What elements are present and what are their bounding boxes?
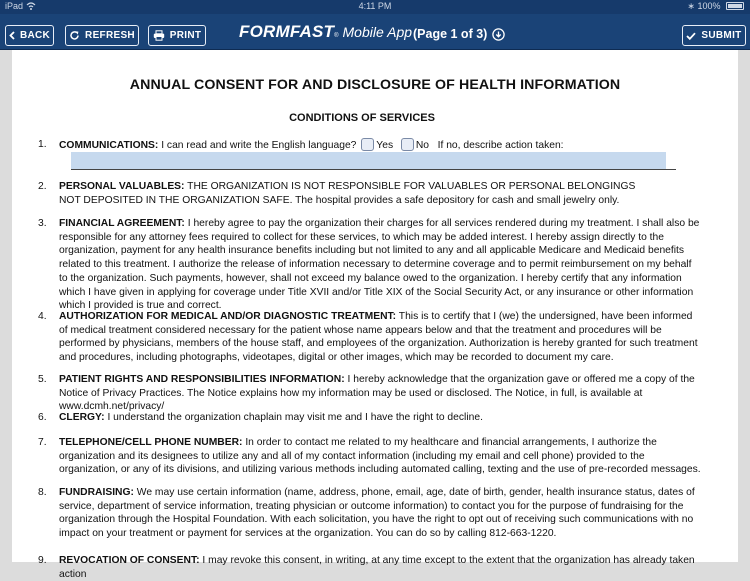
item-text: We may use certain information (name, address, phone, email, age, date of birth, gender, health insurance status, dates of service, department of service information, treating physician or outcome information) to contact you for the purpose of fundraising for the organization through the Hospital Foundation. With each solicitation, you have the right to opt out of receiving such communications with no impact on your treatment or payment for services at the organization. You can do so by calling 812-663-1220.: [59, 487, 695, 540]
item-heading: COMMUNICATIONS:: [59, 140, 159, 151]
item-body: [59, 373, 701, 414]
item-text: In order to contact me related to my healthcare and financial arrangements, I authorize the organization and its designees to utilize any and all of my contact information (including my email and cell phone) provided to the organization, or any of its divisions, and utilizing various methods including automated calling, texting and the use of pre-recorded messages.: [59, 437, 701, 476]
document-page: [12, 50, 738, 580]
item-body: [59, 436, 701, 477]
item-body: [59, 138, 701, 153]
no-checkbox[interactable]: [401, 138, 414, 151]
carrier-label: iPad: [5, 1, 36, 11]
status-bar: [0, 0, 750, 14]
item-number: 4.: [38, 311, 47, 322]
item-text: I hereby agree to pay the organization their charges for all services rendered during my treatment. I shall also be responsible for any attorney fees required to collect for these services, to which may be added interest. I hereby assign directly to the organization, payment for any health insurance benefits including but not limited to any and all applicable Medicare and Medicaid benefits related to this treatment. I authorize the release of information necessary to determine coverage and to permit reimbursement on my behalf to the organization. Such payments, however, shall not exceed my balance owed to the organization. I hereby certify that any information which I have given in applying for coverage under Title XVII and/or Title XIX of the Social Security Act, or any insurance or other information which I provided is true and correct.: [59, 218, 700, 312]
item-heading: FUNDRAISING:: [59, 487, 134, 498]
item-body: [59, 310, 701, 365]
item-body: [59, 411, 701, 425]
battery-icon: [726, 2, 744, 10]
item-heading: CLERGY:: [59, 412, 105, 423]
app-title: [239, 22, 412, 42]
describe-label: If no, describe action taken:: [437, 140, 564, 151]
yes-label: Yes: [376, 140, 394, 151]
item-number: 1.: [38, 139, 47, 150]
chevron-down-circle-icon[interactable]: [492, 28, 505, 41]
submit-button[interactable]: [682, 25, 746, 46]
item-number: 9.: [38, 555, 47, 566]
checkmark-icon: [686, 32, 696, 40]
item-number: 3.: [38, 218, 47, 229]
item-heading: AUTHORIZATION FOR MEDICAL AND/OR DIAGNOSTIC TREATMENT:: [59, 311, 397, 322]
item-number: 6.: [38, 412, 47, 423]
item-body: [59, 217, 701, 313]
app-name: Mobile App: [342, 24, 413, 40]
item-heading: REVOCATION OF CONSENT:: [59, 555, 200, 566]
clock: 4:11 PM: [358, 1, 392, 11]
back-button[interactable]: [5, 25, 54, 46]
refresh-icon: [69, 30, 80, 41]
item-text: I can read and write the English language?: [158, 140, 357, 151]
no-label: No: [415, 140, 430, 151]
item-heading: TELEPHONE/CELL PHONE NUMBER:: [59, 437, 243, 448]
describe-action-underline: [71, 169, 676, 170]
document-title: ANNUAL CONSENT FOR AND DISCLOSURE OF HEALTH INFORMATION: [129, 77, 621, 93]
submit-label: SUBMIT: [701, 30, 742, 41]
print-button[interactable]: [148, 25, 206, 46]
item-text: This is to certify that I (we) the undersigned, have been informed of medical treatment considered necessary for the patient whose name appears below and that the treatment and procedures will be performed by physicians, members of the house staff, and employees of the organization. Authorization is hereby granted for such treatment and procedures, including photographs, videotapes, digital or other images, which may be recorded to document my care.: [59, 311, 698, 364]
back-label: BACK: [19, 30, 51, 41]
app-toolbar: [0, 14, 750, 50]
item-text: THE ORGANIZATION IS NOT RESPONSIBLE FOR VALUABLES OR PERSONAL BELONGINGS NOT DEPOSITED IN THE ORGANIZATION SAFE. The hospital provides a safe depository for cash and small jewelry only.: [59, 181, 636, 206]
item-heading: FINANCIAL AGREEMENT:: [59, 218, 185, 229]
item-number: 7.: [38, 437, 47, 448]
page-indicator[interactable]: [413, 27, 505, 41]
chevron-left-icon: [9, 31, 15, 40]
document-subtitle: CONDITIONS OF SERVICES: [289, 112, 435, 124]
battery-indicator: ∗ 100%: [687, 1, 744, 12]
bluetooth-icon: ∗: [687, 1, 695, 11]
item-text: I understand the organization chaplain may visit me and I have the right to decline.: [104, 412, 483, 423]
brand-mark: ®: [334, 33, 339, 39]
page-indicator-label: (Page 1 of 3): [413, 27, 488, 41]
item-body: [59, 554, 701, 581]
item-heading: PERSONAL VALUABLES:: [59, 181, 185, 192]
printer-icon: [153, 30, 165, 41]
item-text: I may revoke this consent, in writing, at any time except to the extent that the organization has already taken action: [59, 555, 695, 580]
print-label: PRINT: [169, 30, 202, 41]
refresh-button[interactable]: [65, 25, 139, 46]
yes-checkbox[interactable]: [361, 138, 374, 151]
item-number: 8.: [38, 487, 47, 498]
refresh-label: REFRESH: [85, 30, 135, 41]
brand-logo: FORMFAST: [239, 22, 335, 41]
item-number: 5.: [38, 374, 47, 385]
item-body: [59, 486, 701, 541]
item-number: 2.: [38, 181, 47, 192]
describe-action-input[interactable]: [71, 152, 666, 169]
item-text: I hereby acknowledge that the organization gave or offered me a copy of the Notice of Privacy Practices. The Notice explains how my information may be used or disclosed. The Notice, in full, is available at www.dcmh.net/privacy/: [59, 374, 695, 413]
item-body: [59, 180, 639, 207]
item-heading: PATIENT RIGHTS AND RESPONSIBILITIES INFORMATION:: [59, 374, 345, 385]
